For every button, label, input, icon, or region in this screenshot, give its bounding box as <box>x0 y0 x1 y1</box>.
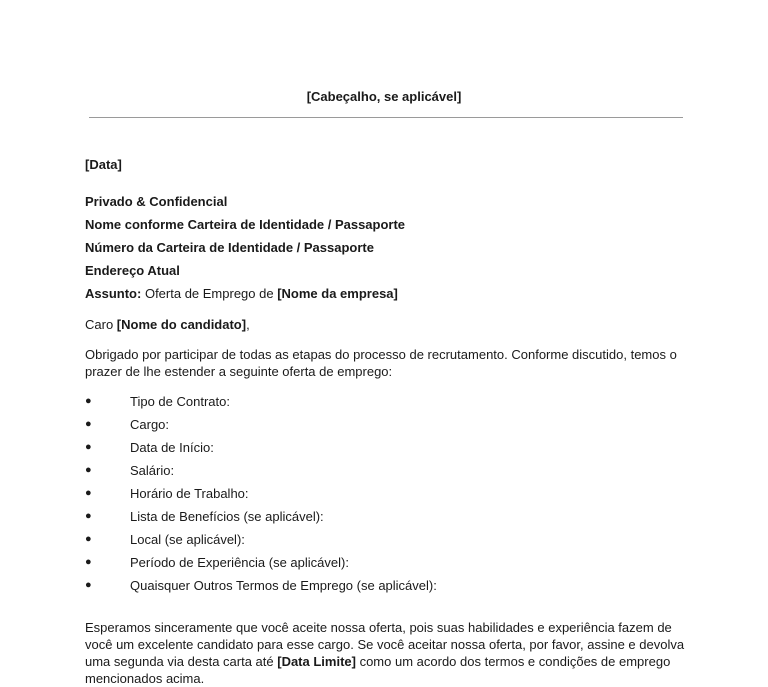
bullet-icon: ● <box>85 441 92 453</box>
list-item <box>85 393 685 410</box>
list-item-text: Data de Início: <box>130 440 214 455</box>
closing-paragraph <box>85 619 685 687</box>
deadline-date: [Data Limite] <box>277 654 356 669</box>
header-divider <box>89 117 683 118</box>
recipient-address-line: Endereço Atual <box>85 263 180 278</box>
list-item-text: Horário de Trabalho: <box>130 486 249 501</box>
subject-text: Oferta de Emprego de <box>141 286 278 301</box>
list-item <box>85 462 685 479</box>
list-item <box>85 531 685 548</box>
recipient-name-line: Nome conforme Carteira de Identidade / Passaporte <box>85 217 406 232</box>
page-header: [Cabeçalho, se aplicável] <box>306 89 462 104</box>
list-item <box>85 485 685 502</box>
greeting-prefix: Caro <box>85 317 117 332</box>
list-item-text: Quaisquer Outros Termos de Emprego (se aplicável): <box>130 578 437 593</box>
candidate-name: [Nome do candidato] <box>116 317 247 332</box>
subject-company: [Nome da empresa] <box>277 286 398 301</box>
list-item <box>85 439 685 456</box>
list-item-text: Salário: <box>130 463 175 478</box>
date-line: [Data] <box>85 157 122 172</box>
bullet-icon: ● <box>85 556 92 568</box>
closing-text-2: como um acordo dos termos e condições de emprego mencionados acima. <box>85 654 671 686</box>
bullet-icon: ● <box>85 533 92 545</box>
confidential-line: Privado & Confidencial <box>85 194 228 209</box>
greeting-suffix: , <box>246 317 250 332</box>
list-item-text: Cargo: <box>130 417 170 432</box>
greeting-line <box>85 316 250 333</box>
bullet-icon: ● <box>85 395 92 407</box>
list-item <box>85 554 685 571</box>
list-item <box>85 577 685 594</box>
list-item <box>85 416 685 433</box>
bullet-icon: ● <box>85 487 92 499</box>
closing-text-1: Esperamos sinceramente que você aceite nossa oferta, pois suas habilidades e experiência fazem de você um excelente candidato para esse cargo. Se você aceitar nossa oferta, por favor, assine e devolva uma segunda via desta carta até <box>85 620 685 669</box>
intro-paragraph: Obrigado por participar de todas as etapas do processo de recrutamento. Conforme discutido, temos o prazer de lhe estender a seguinte oferta de emprego: <box>85 347 677 379</box>
subject-label: Assunto: <box>85 286 142 301</box>
subject-line <box>85 285 398 302</box>
bullet-icon: ● <box>85 579 92 591</box>
list-item-text: Local (se aplicável): <box>130 532 245 547</box>
bullet-icon: ● <box>85 464 92 476</box>
recipient-id-line: Número da Carteira de Identidade / Passaporte <box>85 240 374 255</box>
bullet-icon: ● <box>85 418 92 430</box>
list-item-text: Tipo de Contrato: <box>130 394 230 409</box>
list-item-text: Lista de Benefícios (se aplicável): <box>130 509 324 524</box>
list-item-text: Período de Experiência (se aplicável): <box>130 555 349 570</box>
bullet-icon: ● <box>85 510 92 522</box>
list-item <box>85 508 685 525</box>
